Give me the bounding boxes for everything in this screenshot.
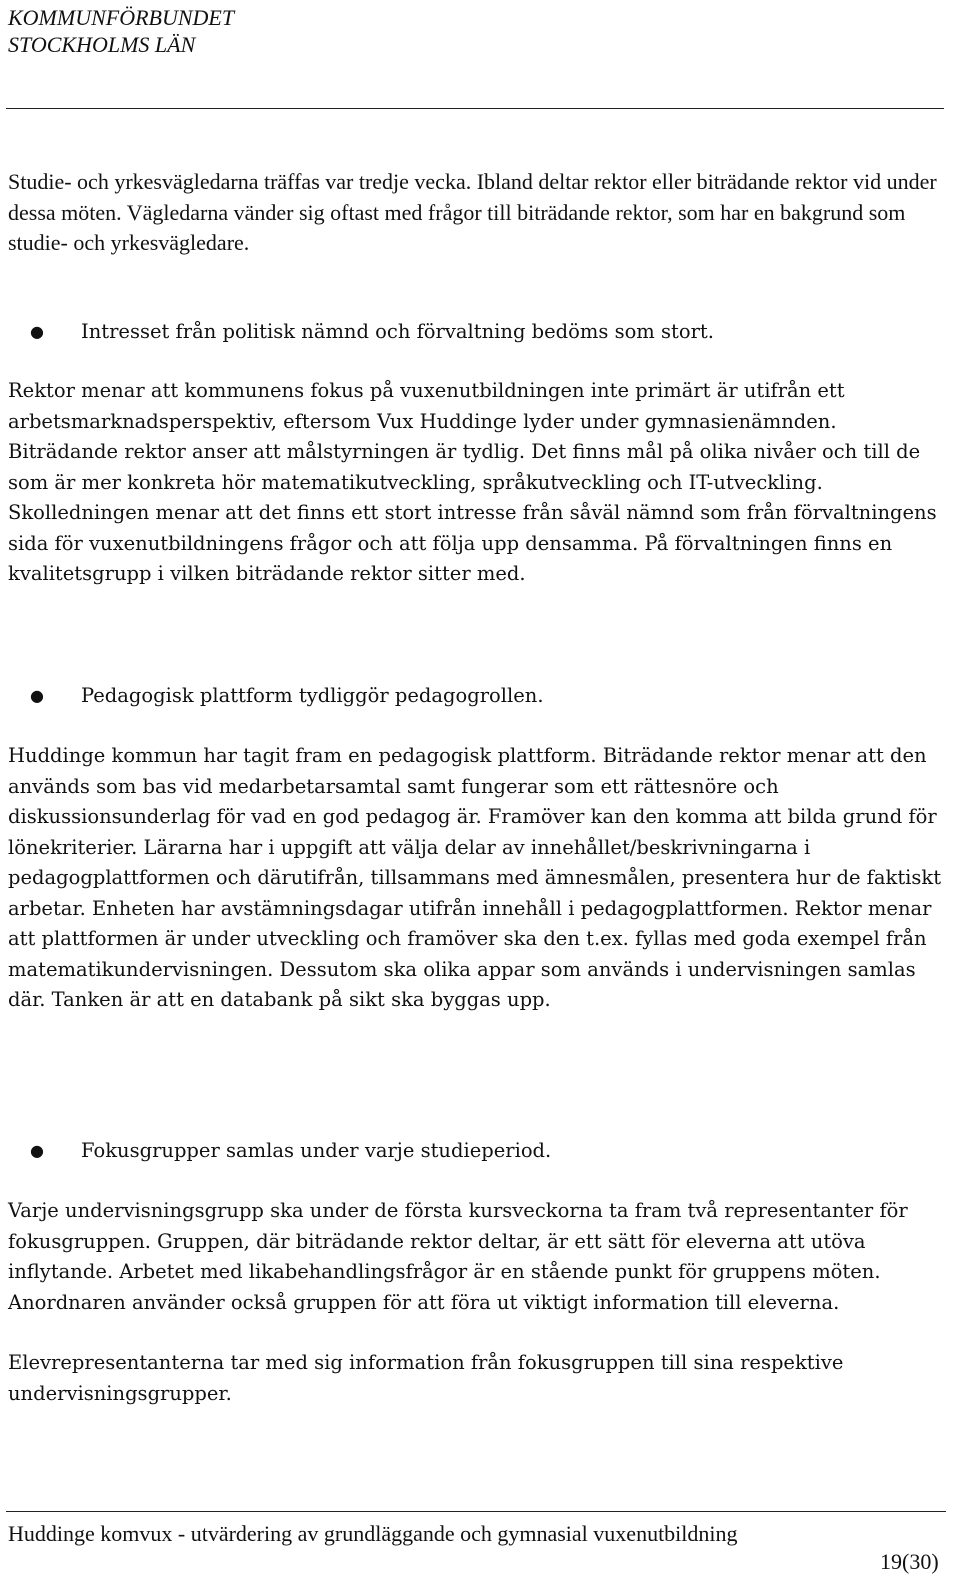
bullet-text: Pedagogisk plattform tydliggör pedagogrollen. <box>81 684 544 707</box>
paragraph-student-representatives: Elevrepresentanterna tar med sig information från fokusgruppen till sina respektive undervisningsgrupper. <box>8 1351 844 1405</box>
paragraph-focus-groups: Varje undervisningsgrupp ska under de första kursveckorna ta fram två representanter för fokusgruppen. Gruppen, där biträdande rektor deltar, är ett sätt för eleverna att utöva inflytande. Arbetet med likabehandlingsfrågor är en stående punkt för gruppens möten. Anordnaren använder också gruppen för att föra ut viktigt information till eleverna. <box>8 1199 908 1314</box>
bullet-text: Fokusgrupper samlas under varje studieperiod. <box>81 1139 552 1162</box>
paragraph-pedagogic-platform: Huddinge kommun har tagit fram en pedagogisk plattform. Biträdande rektor menar att den används som bas vid medarbetarsamtal samt fungerar som ett rättesnöre och diskussionsunderlag för vad en god pedagog är. Framöver kan den komma att bilda grund för lönekriterier. Lärarna har i uppgift att välja delar av innehållet/beskrivningarna i pedagogplattformen och därutifrån, tillsammans med ämnesmålen, presentera hur de faktiskt arbetar. Enheten har avstämningsdagar utifrån innehåll i pedagogplattformen. Rektor menar att plattformen är under utveckling och framöver ska den t.ex. fyllas med goda exempel från matematikundervisningen. Dessutom ska olika appar som används i undervisningen samlas där. Tanken är att en databank på sikt ska byggas upp. <box>8 744 942 1011</box>
page-number: 19(30) <box>880 1549 939 1574</box>
bullet-icon: ● <box>30 1141 44 1160</box>
header-divider <box>6 108 944 109</box>
paragraph-guidance-counselors: Studie- och yrkesvägledarna träffas var tredje vecka. Ibland deltar rektor eller biträdande rektor vid under dessa möten. Vägledarna vänder sig oftast med frågor till biträdande rektor, som har en bakgrund som studie- och yrkesvägledare. <box>8 169 937 255</box>
paragraph-goal-management: Rektor menar att kommunens fokus på vuxenutbildningen inte primärt är utifrån ett arbetsmarknadsperspektiv, eftersom Vux Huddinge lyder under gymnasienämnden. Biträdande rektor anser att målstyrningen är tydlig. Det finns mål på olika nivåer och till de som är mer konkreta hör matematikutveckling, språkutveckling och IT-utveckling. Skolledningen menar att det finns ett stort intresse från såväl nämnd som från förvaltningens sida för vuxenutbildningens frågor och att följa upp densamma. På förvaltningen finns en kvalitetsgrupp i vilken biträdande rektor sitter med. <box>8 379 937 585</box>
footer-divider <box>6 1511 946 1512</box>
header-organization-line1: KOMMUNFÖRBUNDET <box>8 5 235 30</box>
document-header <box>8 4 234 58</box>
footer-document-title: Huddinge komvux - utvärdering av grundläggande och gymnasial vuxenutbildning <box>8 1521 738 1546</box>
header-organization-line2: STOCKHOLMS LÄN <box>8 32 196 57</box>
bullet-text: Intresset från politisk nämnd och förvaltning bedöms som stort. <box>81 320 714 343</box>
bullet-icon: ● <box>30 686 44 705</box>
bullet-icon: ● <box>30 322 44 341</box>
